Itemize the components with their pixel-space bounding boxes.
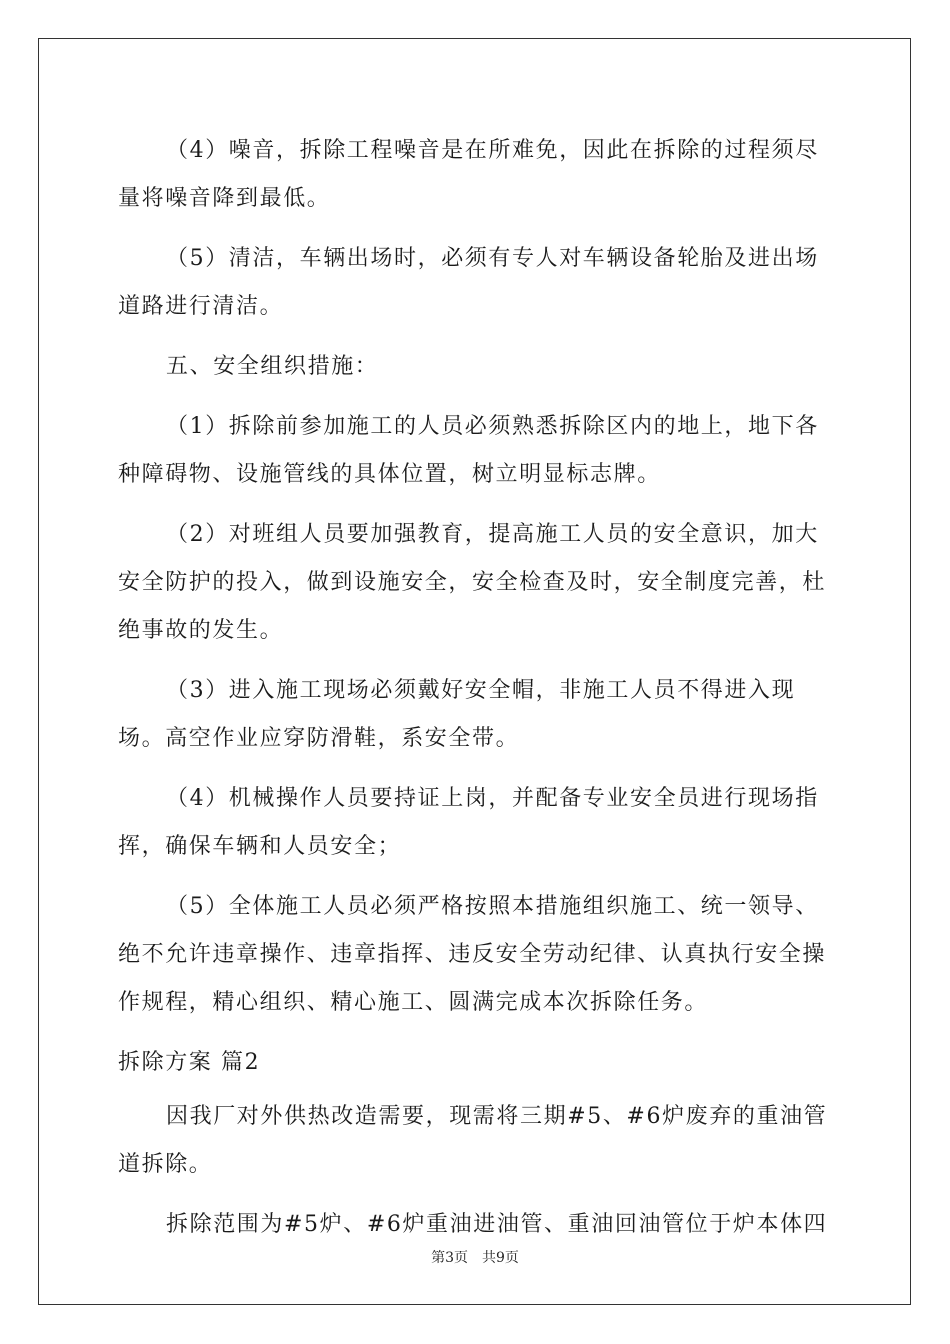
- paragraph-plan2-intro: 因我厂对外供热改造需要，现需将三期#5、#6炉废弃的重油管道拆除。: [118, 1104, 828, 1177]
- paragraph-safety-5: （5）全体施工人员必须严格按照本措施组织施工、统一领导、绝不允许违章操作、违章指挥、违反安全劳动纪律、认真执行安全操作规程，精心组织、精心施工、圆满完成本次拆除任务。: [118, 894, 827, 1015]
- page-footer: 第3页 共9页: [431, 1250, 519, 1266]
- paragraph-safety-1: （1）拆除前参加施工的人员必须熟悉拆除区内的地上，地下各种障碍物、设施管线的具体位置，树立明显标志牌。: [118, 414, 819, 487]
- paragraph-cleaning: （5）清洁，车辆出场时，必须有专人对车辆设备轮胎及进出场道路进行清洁。: [118, 246, 819, 319]
- paragraph-safety-4: （4）机械操作人员要持证上岗，并配备专业安全员进行现场指挥，确保车辆和人员安全；: [118, 786, 819, 859]
- paragraph-safety-2: （2）对班组人员要加强教育，提高施工人员的安全意识，加大安全防护的投入，做到设施安全，安全检查及时，安全制度完善，杜绝事故的发生。: [118, 522, 827, 643]
- paragraph-noise: （4）噪音，拆除工程噪音是在所难免，因此在拆除的过程须尽量将噪音降到最低。: [118, 138, 819, 211]
- section-heading-safety: 五、安全组织措施：: [166, 354, 379, 379]
- document-body: [118, 127, 838, 1261]
- plan-heading-2: 拆除方案 篇2: [118, 1050, 261, 1075]
- paragraph-safety-3: （3）进入施工现场必须戴好安全帽，非施工人员不得进入现场。高空作业应穿防滑鞋，系安全带。: [118, 678, 796, 751]
- paragraph-plan2-scope: 拆除范围为#5炉、#6炉重油进油管、重油回油管位于炉本体四: [166, 1212, 828, 1237]
